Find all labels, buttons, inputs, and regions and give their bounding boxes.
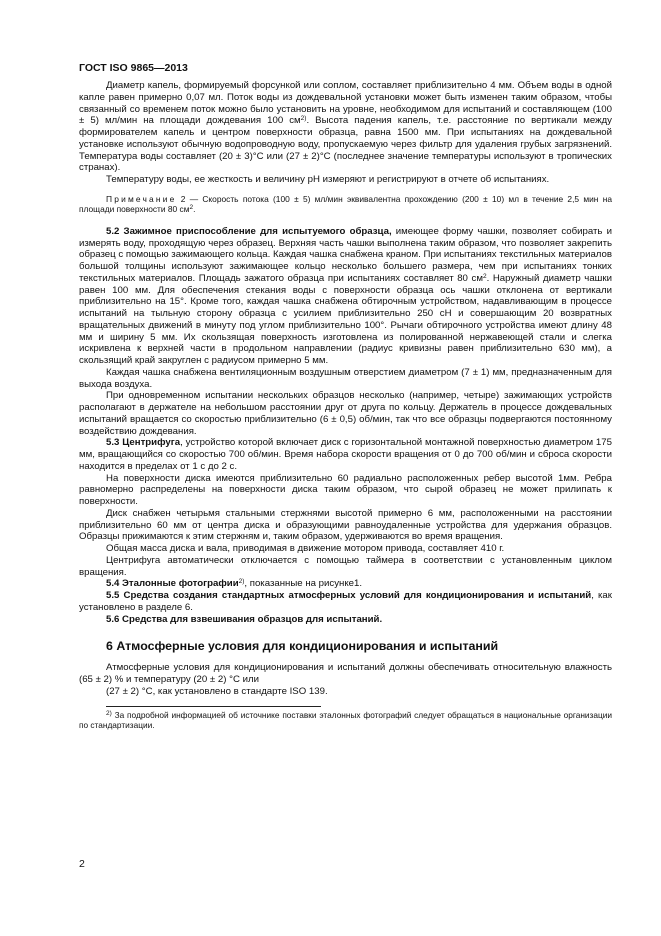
section-5-4-title: 5.4 Эталонные фотографии	[106, 578, 239, 590]
section-5-5: 5.5 Средства создания стандартных атмосферных условий для кондиционирования и испытаний, как установлено в разделе 6.	[79, 590, 612, 613]
section-5-3-title: 5.3 Центрифуга	[106, 437, 181, 449]
document-header: ГОСТ ISO 9865—2013	[79, 62, 188, 74]
footnote: $^{2)}$ За подробной информацией об источнике поставки эталонных фотографий следует обращаться в национальные организации по стандартизации.	[79, 709, 612, 731]
section-5-4: 5.4 Эталонные фотографии$^{2)}$, показанные на рисунке1.	[106, 578, 363, 590]
paragraph-atmosphere-temp: (27 ± 2) °С, как установлено в стандарте ISO 139.	[106, 685, 328, 697]
section-5-2-title: 5.2 Зажимное приспособление для испытуемого образца,	[106, 225, 392, 237]
note-2: Примечание 2 — Скорость потока (100 ± 5) мл/мин эквивалентна прохождению (200 ± 10) мл в течение 2,5 мин на площади поверхности 80 $см^2$.	[79, 193, 612, 215]
paragraph-disk-ribs: На поверхности диска имеются приблизительно 60 радиально расположенных ребер высотой 1мм. Ребра равномерно распределены на поверхности диска таким образом, что сырой образец не может прилипать к поверхности.	[79, 472, 612, 508]
paragraph-vent-hole: Каждая чашка снабжена вентиляционным воздушным отверстием диаметром (7 ± 1) мм, предназначенным для выхода воздуха.	[79, 366, 612, 390]
note-label: Примечание	[106, 193, 177, 204]
paragraph-disk-mass: Общая масса диска и вала, приводимая в движение мотором привода, составляет 410 г.	[106, 543, 505, 555]
section-6-heading: 6 Атмосферные условия для кондиционирования и испытаний	[106, 639, 499, 654]
page-number: 2	[79, 858, 85, 870]
section-5-6	[79, 614, 612, 626]
footnote-ref: 2)	[300, 115, 307, 123]
paragraph-multiple-specimens: При одновременном испытании нескольких образцов несколько (например, четыре) зажимающих устройств располагают в держателе на небольшом расстоянии друг от друга по кольцу. Держатель в процессе дождевальных испытаний вращается со скоростью приблизительно (6 ± 0,5) об/мин, так что все образцы подвергаются постоянному воздействию дождевания.	[79, 390, 612, 437]
paragraph-drop-diameter: Диаметр капель, формируемый форсункой или соплом, составляет приблизительно 4 мм. Объем воды в одной капле равен примерно 0,07 мл. Поток воды из дождевальной установки может быть изменен таким образом, чтобы связанный со временем поток можно было установить на уровне, необходимом для испытаний и составляющем (100 ± 5) мл/мин на площади дождевания 100 $см^{2)}$. Высота падения капель, т.е. расстояние по вертикали между формирователем капель и центром поверхности образца, равна 1500 мм. При испытаниях на дождевальной установке используют обычную водопроводную воду, пропускаемую через фильтр для удаления грубых загрязнений. Температура воды составляет (20 ± 3)°С или (27 ± 2)°С (последнее значение температуры используют в тропических странах).	[79, 80, 612, 174]
paragraph-water-temperature: Температуру воды, ее жесткость и величину рН измеряют и регистрируют в отчете об испытаниях.	[106, 174, 550, 185]
paragraph-timer: Центрифуга автоматически отключается с помощью таймера в соответствии с установленным циклом вращения.	[79, 554, 612, 578]
section-5-2: 5.2 Зажимное приспособление для испытуемого образца, имеющее форму чашки, позволяет собирать и измерять воду, проходящую через образец. Верхняя часть чашки выполнена таким образом, что позволяет закрепить образец с помощью зажимающего кольца. Каждая чашка снабжена краном. При испытаниях текстильных материалов большой толщины используют зажимающее кольцо несколько большего размера, чем при испытаниях тонких текстильных материалов. Площадь зажатого образца при испытаниях составляет 80 $см^2$. Наружный диаметр чашки равен 100 мм. Для обеспечения стекания воды с поверхности образца ось чашки отклонена от вертикали приблизительно на 15°. Кроме того, каждая чашка снабжена обтирочным устройством, надавливающим в процессе испытаний на тыльную сторону образца с усилием приблизительно 250 сН и совершающим 20 возвратных вращательных движений в минуту под углом приблизительно 100°. Рычаги обтирочного устройства имеют длину 48 мм и ширину 5 мм. Их скользящая поверхность изготовлена из полированной нержавеющей стали и слегка искривлена к верхней части в продольном направлении (радиус кривизны равен приблизительно 630 мм), а скользящий край закруглен с радиусом примерно 5 мм.	[79, 225, 612, 367]
footnote-separator	[106, 706, 321, 707]
section-5-3: 5.3 Центрифуга, устройство которой включает диск с горизонтальной монтажной поверхностью диаметром 175 мм, вращающийся со скоростью 700 об/мин. Время набора скорости вращения от 0 до 700 об/мин и сброса скорости находится в пределах от 1 с до 2 с.	[79, 437, 612, 472]
paragraph-atmosphere-conditions: Атмосферные условия для кондиционирования и испытаний должны обеспечивать относительную влажность (65 ± 2) % и температуру (20 ± 2) °С или	[79, 662, 612, 686]
footnote-ref: 2)	[238, 578, 245, 586]
section-5-5-title: 5.5 Средства создания стандартных атмосферных условий для кондиционирования и испытаний	[106, 590, 592, 602]
paragraph-steel-rods: Диск снабжен четырьмя стальными стержнями высотой примерно 6 мм, расположенными на расстоянии приблизительно 60 мм от центра диска и образующими равноудаленные устройства для удержания образцов. Образцы прижимаются к этим стержням и, таким образом, удерживаются во время вращения.	[79, 507, 612, 543]
section-5-6-title: 5.6 Средства для взвешивания образцов для испытаний.	[106, 613, 383, 625]
document-body	[79, 80, 612, 731]
footnote-marker: 2)	[106, 709, 112, 717]
